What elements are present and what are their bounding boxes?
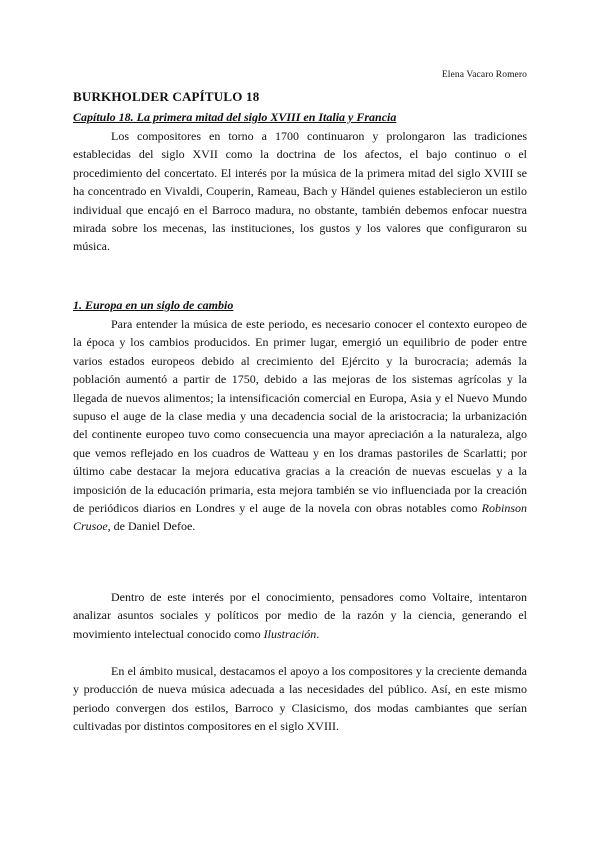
section-heading-europe: 1. Europa en un siglo de cambio <box>73 298 234 312</box>
illustration-paragraph-end: . <box>316 626 320 641</box>
illustration-term: Ilustración <box>263 626 317 641</box>
music-paragraph: En el ámbito musical, destacamos el apoyo a los compositores y la creciente demanda y producción de nueva música adecuada a las necesidades del público. Así, en este mismo periodo convergen dos estilos, Barroco y Clasicismo, dos modas cambiantes que serían cultivadas por distintos compositores en el siglo XVIII. <box>73 664 527 734</box>
europe-paragraph-text: Para entender la música de este periodo, es necesario conocer el contexto europeo de la época y los cambios producidos. En primer lugar, emergió un equilibrio de poder entre varios estados europeos debido al crecimiento del Ejército y la burocracia; además la población aumentó a partir de 1750, debido a las mejoras de los sistemas agrícolas y la llegada de nuevos alimentos; la intensificación comercial en Europa, Asia y el Nuevo Mundo supuso el auge de la clase media y una decadencia social de la aristocracia; la urbanización del continente europeo tuvo como consecuencia una mayor apreciación a la naturaleza, algo que vemos reflejado en los cuadros de Watteau y en los dramas pastoriles de Scarlatti; por último cabe destacar la mejora educativa gracias a la creación de nuevas escuelas y a la imposición de la educación primaria, esta mejora también se vio influenciada por la creación de periódicos diarios en Londres y el auge de la novela con obras notables como <box>73 317 527 516</box>
document-title: BURKHOLDER CAPÍTULO 18 <box>73 89 260 104</box>
author-name: Elena Vacaro Romero <box>441 70 527 80</box>
illustration-paragraph <box>73 588 527 643</box>
book-title-robinson-crusoe: Robinson Crusoe, <box>73 501 528 534</box>
europe-paragraph <box>73 315 527 536</box>
chapter-subtitle: Capítulo 18. La primera mitad del siglo XVIII en Italia y Francia <box>73 110 397 124</box>
europe-paragraph-end: de Daniel Defoe. <box>110 519 196 534</box>
intro-paragraph: Los compositores en torno a 1700 continuaron y prolongaron las tradiciones establecidas del siglo XVII como la doctrina de los afectos, el bajo continuo o el procedimiento del concertato. El interés por la música de la primera mitad del siglo XVIII se ha concentrado en Vivaldi, Couperin, Rameau, Bach y Händel quienes establecieron un estilo individual que encajó en el Barroco madura, no obstante, también debemos enfocar nuestra mirada sobre los mecenas, las instituciones, los gustos y los valores que configuraron su música. <box>73 129 527 254</box>
illustration-paragraph-text: Dentro de este interés por el conocimiento, pensadores como Voltaire, intentaron analizar asuntos sociales y políticos por medio de la razón y la ciencia, generando el movimiento intelectual conocido como <box>73 590 527 641</box>
